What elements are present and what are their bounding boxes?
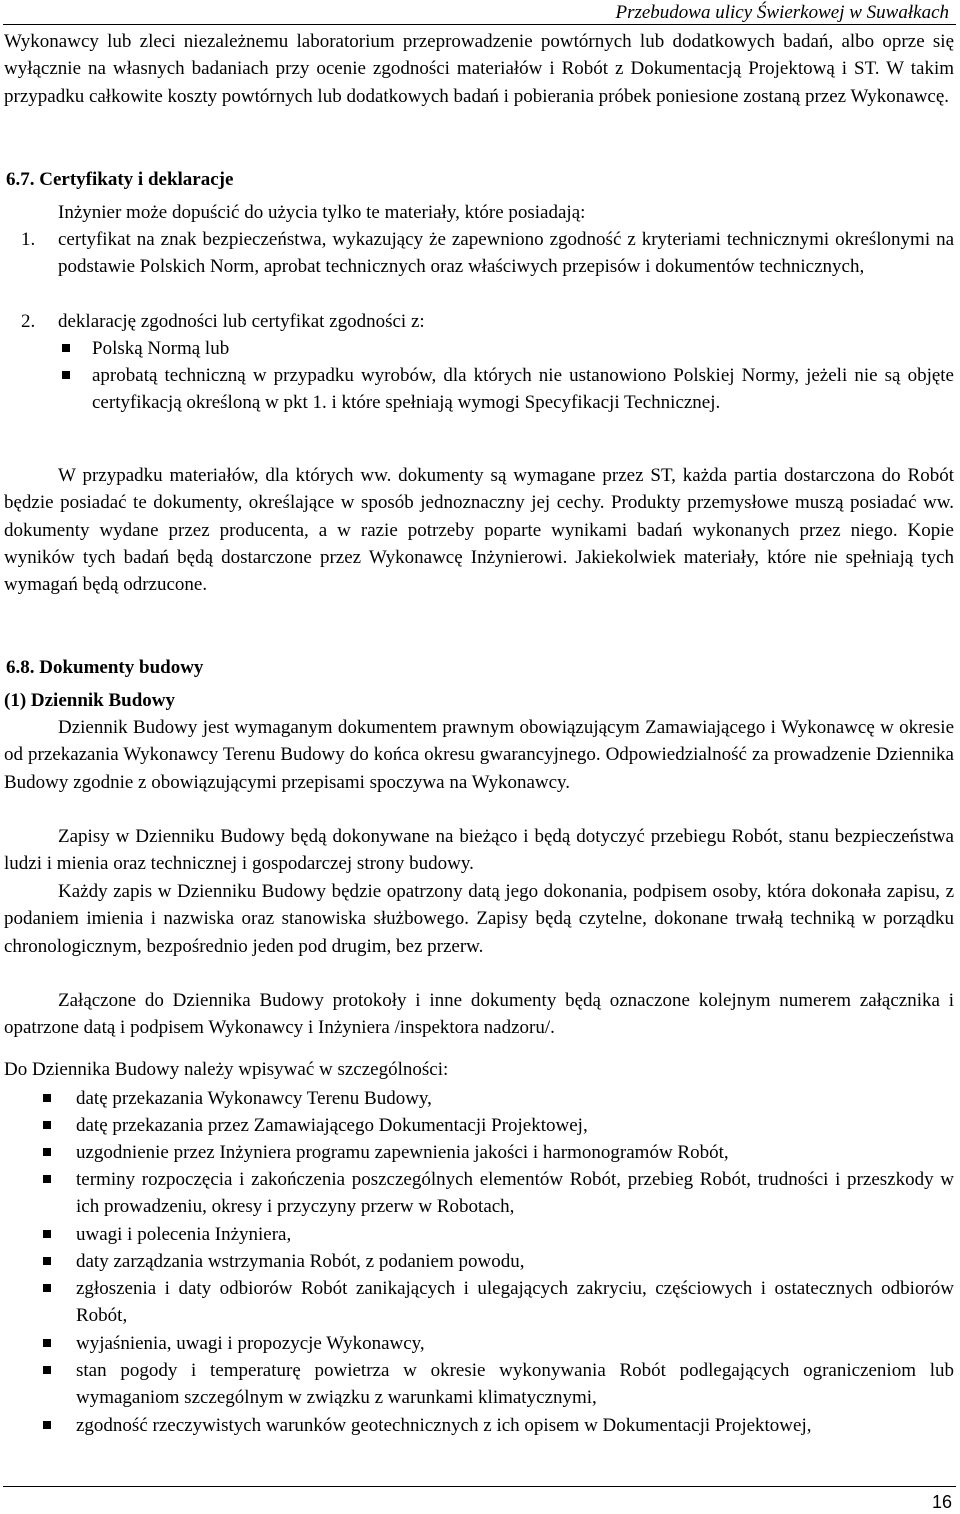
section-heading-6-7: 6.7. Certyfikaty i deklaracje: [6, 169, 234, 190]
list-item: wyjaśnienia, uwagi i propozycje Wykonawcy,: [76, 1333, 425, 1354]
list-item: deklarację zgodności lub certyfikat zgodności z:: [58, 311, 425, 332]
subheading-dziennik-budowy: (1) Dziennik Budowy: [4, 690, 176, 711]
sub-list-item: aprobatą techniczną w przypadku wyrobów, dla których nie ustanowiono Polskiej Normy, jeżeli nie są objęte certyfikacją określoną w pkt 1. i które spełniają wymogi Specyfikacji Technicznej.: [92, 365, 954, 414]
square-bullet-icon: [43, 1094, 51, 1102]
list-item: datę przekazania Wykonawcy Terenu Budowy,: [76, 1088, 432, 1109]
section-6-7-lead: Inżynier może dopuścić do użycia tylko te materiały, które posiadają:: [58, 202, 586, 223]
paragraph: Zapisy w Dzienniku Budowy będą dokonywane na bieżąco i będą dotyczyć przebiegu Robót, stanu bezpieczeństwa ludzi i mienia oraz technicznej i gospodarczej strony budowy.: [4, 826, 954, 875]
square-bullet-icon: [43, 1148, 51, 1156]
paragraph: Załączone do Dziennika Budowy protokoły i inne dokumenty będą oznaczone kolejnym numerem załącznika i opatrzone datą i podpisem Wykonawcy i Inżyniera /inspektora nadzoru/.: [4, 990, 954, 1039]
list-item: uwagi i polecenia Inżyniera,: [76, 1224, 292, 1245]
list-item: zgodność rzeczywistych warunków geotechnicznych z ich opisem w Dokumentacji Projektowej,: [76, 1415, 812, 1436]
list-item: datę przekazania przez Zamawiającego Dokumentacji Projektowej,: [76, 1115, 588, 1136]
paragraph: Każdy zapis w Dzienniku Budowy będzie opatrzony datą jego dokonania, podpisem osoby, która dokonała zapisu, z podaniem imienia i nazwiska oraz stanowiska służbowego. Zapisy będą czytelne, dokonane trwałą techniką w porządku chronologicznym, bezpośrednio jeden pod drugim, bez przerw.: [4, 881, 954, 957]
list-item: stan pogody i temperaturę powietrza w okresie wykonywania Robót podlegających ograniczeniom lub wymaganiom szczególnym w związku z warunkami klimatycznymi,: [76, 1360, 954, 1409]
square-bullet-icon: [43, 1175, 51, 1183]
square-bullet-icon: [43, 1421, 51, 1429]
square-bullet-icon: [62, 371, 70, 379]
square-bullet-icon: [43, 1284, 51, 1292]
list-item: zgłoszenia i daty odbiorów Robót zanikających i ulegających zakryciu, częściowych i ostatecznych odbiorów Robót,: [76, 1278, 954, 1327]
header-rule: [3, 24, 956, 25]
square-bullet-icon: [43, 1366, 51, 1374]
square-bullet-icon: [43, 1230, 51, 1238]
page-number: 16: [931, 1492, 952, 1512]
list-item: certyfikat na znak bezpieczeństwa, wykazujący że zapewniono zgodność z kryteriami technicznymi określonymi na podstawie Polskich Norm, aprobat technicznych oraz właściwych przepisów i dokumentów technicznych,: [58, 229, 954, 278]
list-item: uzgodnienie przez Inżyniera programu zapewnienia jakości i harmonogramów Robót,: [76, 1142, 729, 1163]
list-item: terminy rozpoczęcia i zakończenia poszczególnych elementów Robót, przebieg Robót, trudności i przeszkody w ich prowadzeniu, okresy i przyczyny przerw w Robotach,: [76, 1169, 954, 1218]
section-6-7-closing: W przypadku materiałów, dla których ww. dokumenty są wymagane przez ST, każda partia dostarczona do Robót będzie posiadać te dokumenty, określające w sposób jednoznaczny jej cechy. Produkty przemysłowe muszą posiadać ww. dokumenty wydane przez producenta, a w razie potrzeby poparte wynikami badań wykonanych przez niego. Kopie wyników tych badań będą dostarczone przez Wykonawcę Inżynierowi. Jakiekolwiek materiały, które nie spełniają tych wymagań będą odrzucone.: [4, 465, 954, 596]
journal-list-lead: Do Dziennika Budowy należy wpisywać w szczególności:: [4, 1059, 449, 1080]
square-bullet-icon: [43, 1339, 51, 1347]
section-heading-6-8: 6.8. Dokumenty budowy: [6, 657, 204, 678]
running-header: Przebudowa ulicy Świerkowej w Suwałkach: [615, 2, 949, 23]
footer-rule: [3, 1486, 956, 1487]
sub-list-item: Polską Normą lub: [92, 338, 230, 359]
square-bullet-icon: [43, 1121, 51, 1129]
paragraph: Dziennik Budowy jest wymaganym dokumentem prawnym obowiązującym Zamawiającego i Wykonawcę w okresie od przekazania Wykonawcy Terenu Budowy do końca okresu gwarancyjnego. Odpowiedzialność za prowadzenie Dziennika Budowy zgodnie z obowiązującymi przepisami spoczywa na Wykonawcy.: [4, 717, 954, 793]
list-number: 1.: [21, 229, 36, 250]
square-bullet-icon: [62, 344, 70, 352]
list-number: 2.: [21, 311, 36, 332]
list-item: daty zarządzania wstrzymania Robót, z podaniem powodu,: [76, 1251, 525, 1272]
square-bullet-icon: [43, 1257, 51, 1265]
intro-paragraph: Wykonawcy lub zleci niezależnemu laboratorium przeprowadzenie powtórnych lub dodatkowych badań, albo oprze się wyłącznie na własnych badaniach przy ocenie zgodności materiałów i Robót z Dokumentacją Projektową i ST. W takim przypadku całkowite koszty powtórnych lub dodatkowych badań i pobierania próbek poniesione zostaną przez Wykonawcę.: [4, 31, 954, 107]
